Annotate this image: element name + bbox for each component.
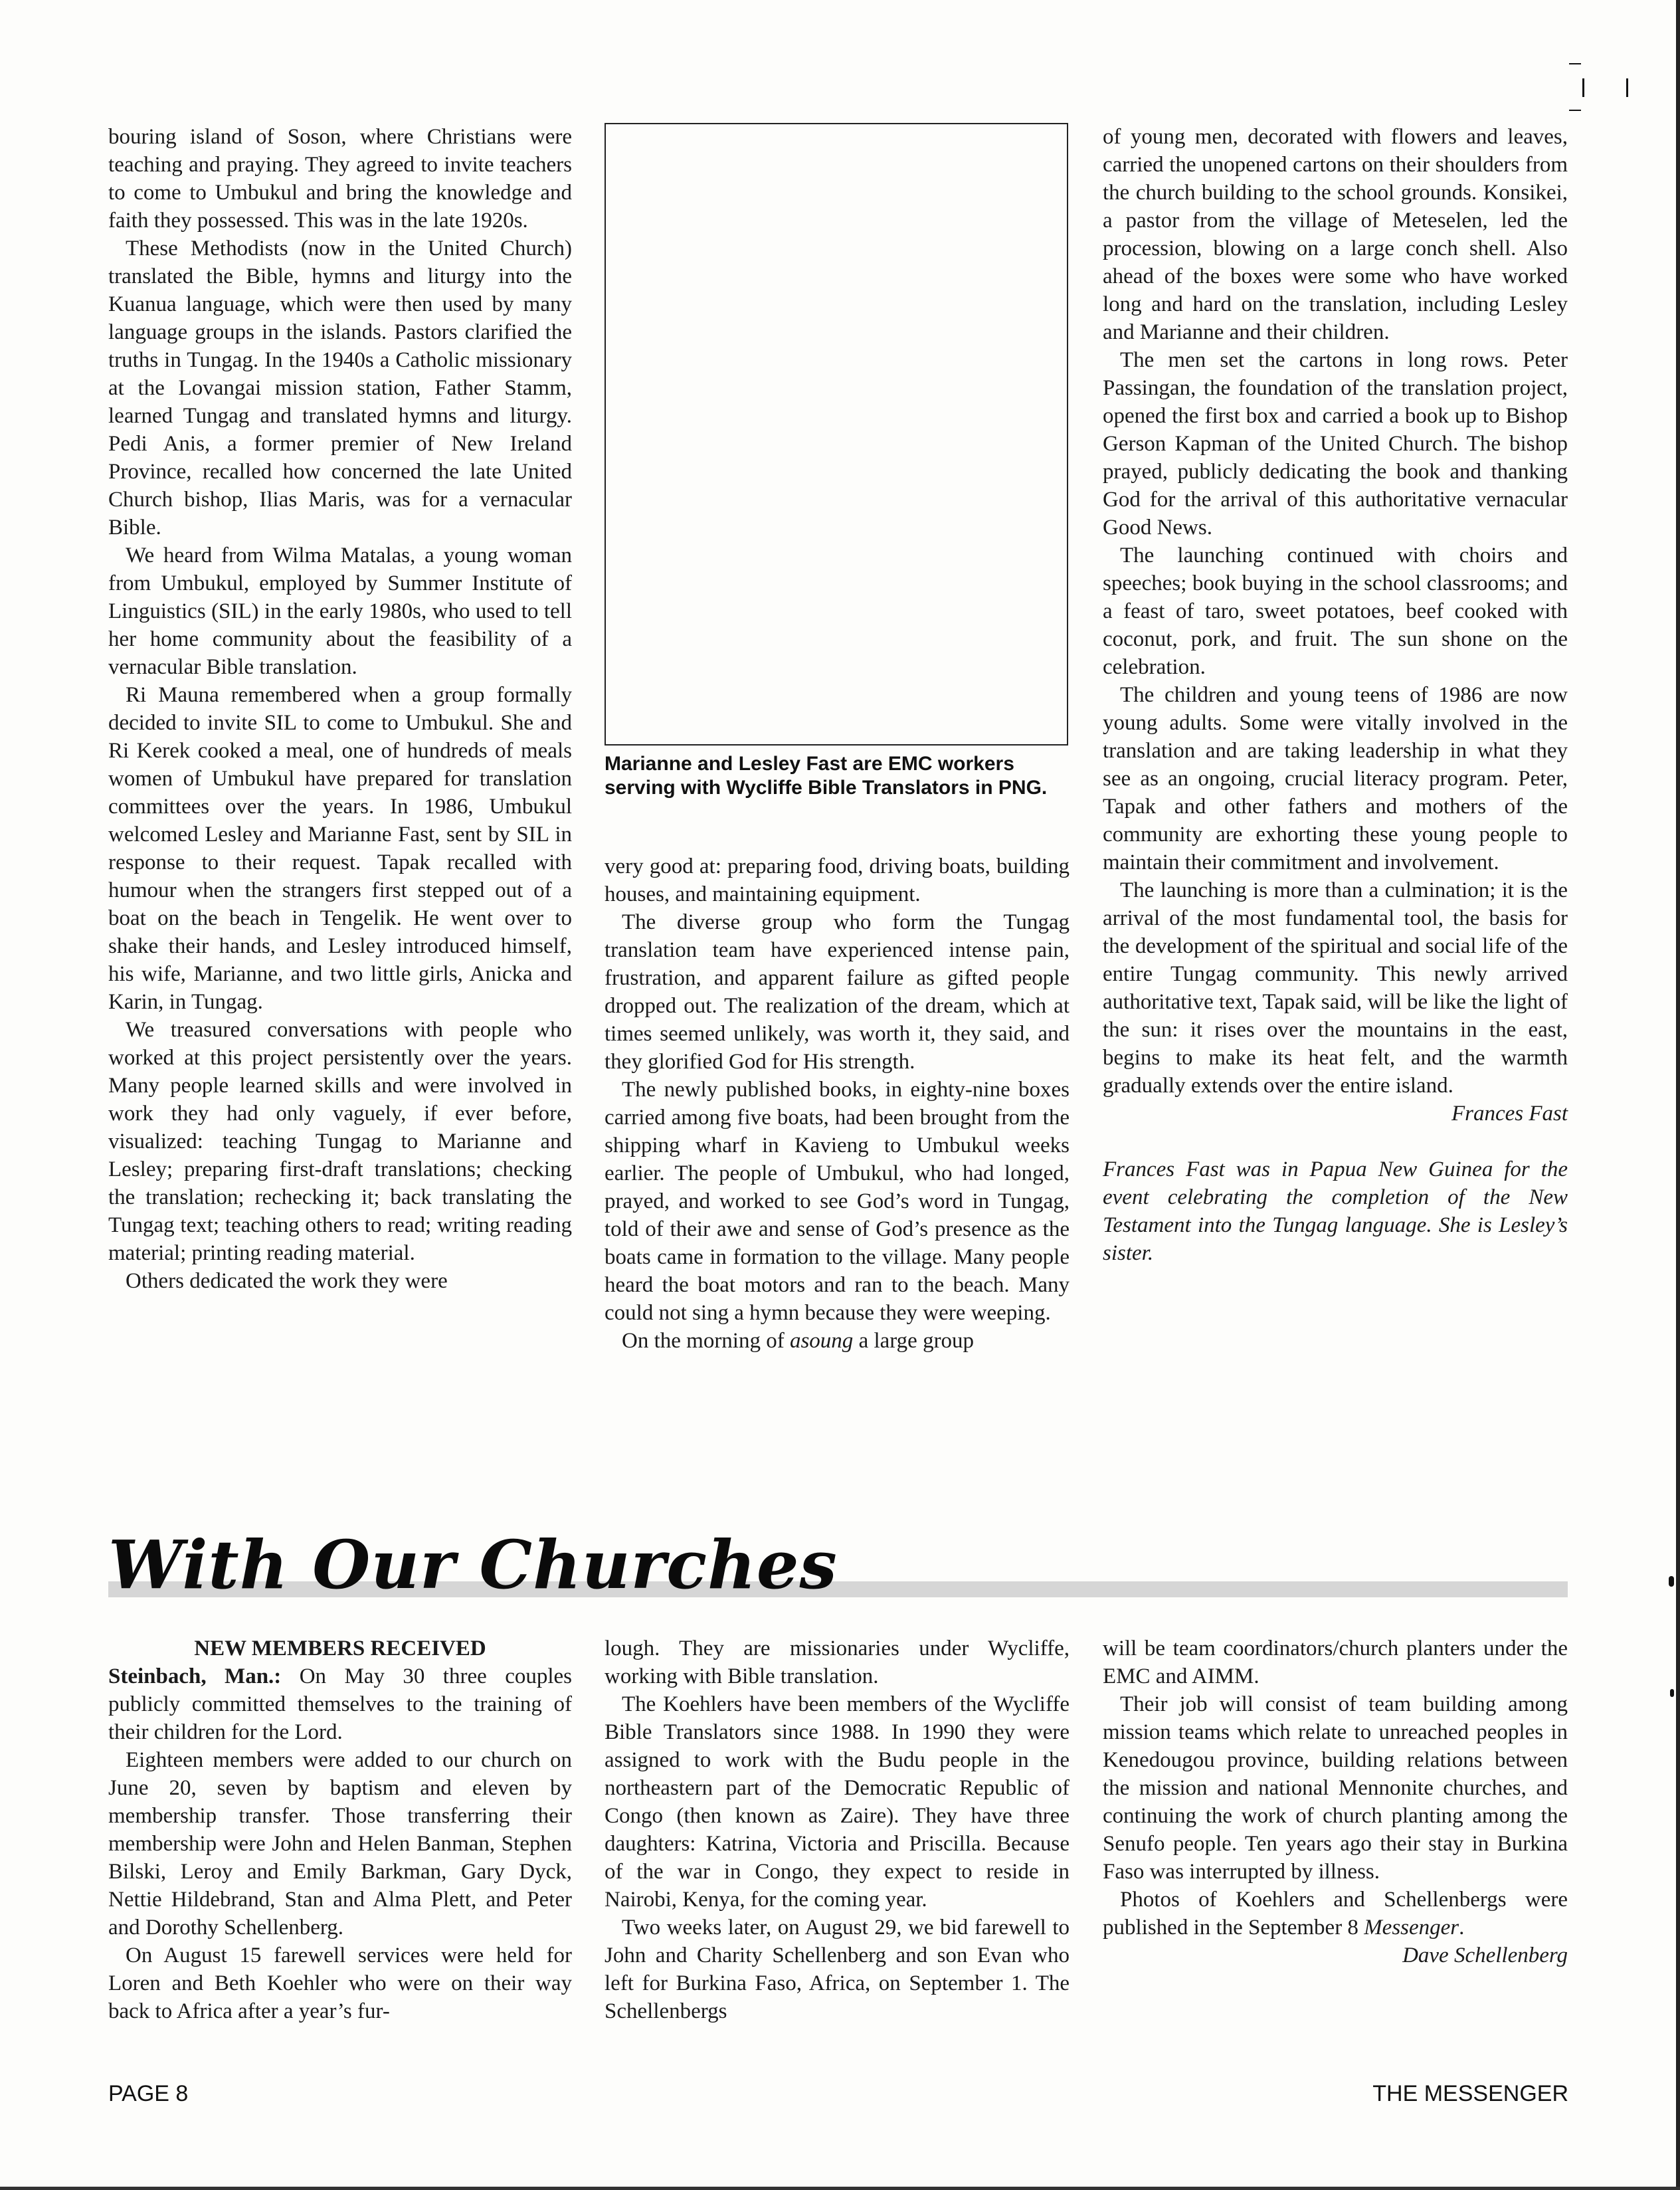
paragraph: The children and young teens of 1986 are now young adults. Some were vitally involved in the translation and are taking leadership in what they see as an ongoing, crucial literacy program. Peter, Tapak and other fathers and mothers of the community are exhorting these young people to maintain their commitment and involvement. [1103, 683, 1568, 874]
article-column-1 [108, 123, 572, 1295]
article-column-2 [605, 852, 1070, 1355]
page-number: PAGE 8 [108, 2081, 189, 2106]
paragraph: lough. They are missionaries under Wycliffe, working with Bible translation. [605, 1637, 1070, 1688]
author-note: Frances Fast was in Papua New Guinea for the event celebrating the completion of the New Testament into the Tungag language. She is Lesley’s sister. [1103, 1157, 1568, 1265]
paragraph [605, 1327, 1070, 1355]
paragraph: Eighteen members were added to our church on June 20, seven by baptism and eleven by membership transfer. Those transferring their membership were John and Helen Banman, Stephen Bilski, Leroy and Emily Barkman, Gary Dyck, Nettie Hildebrand, Stan and Alma Plett, and Peter and Dorothy Schellenberg. [108, 1748, 572, 1940]
news-heading: NEW MEMBERS RECEIVED [194, 1637, 486, 1660]
scan-mark [1626, 78, 1628, 97]
paragraph: The Koehlers have been members of the Wycliffe Bible Translators since 1988. In 1990 they were assigned to work with the Budu people in the northeastern part of the Democratic Republic of Congo (then known as Zaire). They have three daughters: Katrina, Victoria and Priscilla. Because of the war in Congo, they expect to reside in Nairobi, Kenya, for the coming year. [605, 1692, 1070, 1912]
paragraph: We heard from Wilma Matalas, a young woman from Umbukul, employed by Summer Institute of Linguistics (SIL) in the early 1980s, who used to tell her home community about the feasibility of a vernacular Bible translation. [108, 544, 572, 679]
paragraph: Others dedicated the work they were [126, 1269, 448, 1293]
paragraph: The launching continued with choirs and speeches; book buying in the school classrooms; and a feast of taro, sweet potatoes, beef cooked with coconut, pork, and fruit. The sun shone on the celebration. [1103, 544, 1568, 679]
paragraph [1103, 1886, 1568, 1941]
page-edge [1676, 0, 1680, 2190]
paragraph: very good at: preparing food, driving boats, building houses, and maintaining equipment. [605, 854, 1070, 906]
paragraph: These Methodists (now in the United Church) translated the Bible, hymns and liturgy into the Kuanua language, which were then used by many language groups in the islands. Pastors clarified the truths in Tungag. In the 1940s a Catholic missionary at the Lovangai mission station, Father Stamm, learned Tungag and translated hymns and liturgy. Pedi Anis, a former premier of New Ireland Province, recalled how concerned the late United Church bishop, Ilias Maris, was for a vernacular Bible. [108, 237, 572, 540]
paragraph: Two weeks later, on August 29, we bid farewell to John and Charity Schellenberg and son Evan who left for Burkina Faso, Africa, on September 1. The Schellenbergs [605, 1916, 1070, 2023]
paragraph: will be team coordinators/church planters under the EMC and AIMM. [1103, 1637, 1568, 1688]
scan-mark [1669, 1576, 1674, 1587]
news-column-2 [605, 1635, 1070, 2025]
scan-mark [1569, 110, 1581, 111]
paragraph: The men set the cartons in long rows. Peter Passingan, the foundation of the translation project, opened the first box and carried a book up to Bishop Gerson Kapman of the United Church. The bishop prayed, publicly dedicating the book and thanking God for the arrival of this authoritative vernacular Good News. [1103, 348, 1568, 540]
paragraph: bouring island of Soson, where Christians were teaching and praying. They agreed to invite teachers to come to Umbukul and bring the knowledge and faith they possessed. This was in the late 1920s. [108, 125, 572, 233]
paragraph: Their job will consist of team building among mission teams which relate to unreached peoples in Kenedougou province, building relations between the mission and national Mennonite churches, and continuing the work of church planting among the Senufo people. Ten years ago their stay in Burkina Faso was interrupted by illness. [1103, 1692, 1568, 1884]
paragraph: The newly published books, in eighty-nine boxes carried among five boats, had been brought from the shipping wharf in Kavieng to Umbukul weeks earlier. The people of Umbukul, who had longed, prayed, and worked to see God’s word in Tungag, told of their awe and sense of God’s presence as the boats came in formation to the village. Many people heard the boat motors and ran to the beach. Many could not sing a hymn because they were weeping. [605, 1078, 1070, 1325]
text-run: . [1459, 1916, 1465, 1940]
author-byline: Dave Schellenberg [1402, 1943, 1568, 1967]
photo-caption: Marianne and Lesley Fast are EMC workers serving with Wycliffe Bible Translators in PNG. [605, 753, 1048, 799]
author-byline: Frances Fast [1451, 1102, 1568, 1126]
text-run: On the morning of [622, 1329, 790, 1353]
text-run: On May 30 three couples publicly committed themselves to the training of their children for the Lord. [108, 1664, 572, 1744]
article-column-3 [1103, 123, 1568, 1267]
italic-term: asoung [789, 1329, 854, 1353]
publication-name: THE MESSENGER [1372, 2081, 1568, 2106]
paragraph [108, 1662, 572, 1746]
paragraph: of young men, decorated with flowers and leaves, carried the unopened cartons on their shoulders from the church building to the school grounds. Konsikei, a pastor from the village of Meteselen, led the procession, blowing on a large conch shell. Also ahead of the boxes were some who have worked long and hard on the translation, including Lesley and Marianne and their children. [1103, 125, 1568, 344]
paragraph: Ri Mauna remembered when a group formally decided to invite SIL to come to Umbukul. She and Ri Kerek cooked a meal, one of hundreds of meals women of Umbukul have prepared for translation committees over the years. In 1986, Umbukul welcomed Lesley and Marianne Fast, sent by SIL in response to their request. Tapak recalled with humour when the strangers first stepped out of a boat on the beach in Tengelik. He went over to shake their hands, and Lesley introduced himself, his wife, Marianne, and two little girls, Anicka and Karin, in Tungag. [108, 683, 572, 1014]
spacer [1103, 1128, 1568, 1155]
text-run: Photos of Koehlers and Schellenbergs were published in the September 8 [1103, 1888, 1568, 1940]
page-edge [0, 2187, 1680, 2190]
paragraph: We treasured conversations with people who worked at this project persistently over the years. Many people learned skills and were involved in work they had only vaguely, if ever before, visualized: teaching Tungag to Marianne and Lesley; preparing first-draft translations; checking the translation; rechecking it; back translating the Tungag text; teaching others to read; writing reading material; printing reading material. [108, 1018, 572, 1265]
scan-mark [1569, 63, 1581, 64]
scan-mark [1582, 78, 1584, 97]
paragraph: On August 15 farewell services were held for Loren and Beth Koehler who were on their way back to Africa after a year’s fur- [108, 1943, 572, 2023]
scan-mark [1670, 1689, 1674, 1697]
italic-term: Messenger [1364, 1916, 1459, 1940]
photo-frame [605, 123, 1068, 746]
paragraph: The launching is more than a culmination; it is the arrival of the most fundamental tool, the basis for the development of the spiritual and social life of the entire Tungag community. This newly arrived authoritative text, Tapak said, will be like the light of the sun: it rises over the mountains in the east, begins to make its heat felt, and the warmth gradually extends over the entire island. [1103, 878, 1568, 1098]
news-column-3 [1103, 1635, 1568, 1969]
location-label: Steinbach, Man.: [108, 1664, 282, 1688]
paragraph: The diverse group who form the Tungag translation team have experienced intense pain, frustration, and apparent failure as gifted people dropped out. The realization of the dream, which at times seemed unlikely, was worth it, they said, and they glorified God for His strength. [605, 910, 1070, 1074]
text-run: a large group [853, 1329, 975, 1353]
news-column-1 [108, 1635, 572, 2025]
section-banner-title: With Our Churches [108, 1526, 838, 1604]
